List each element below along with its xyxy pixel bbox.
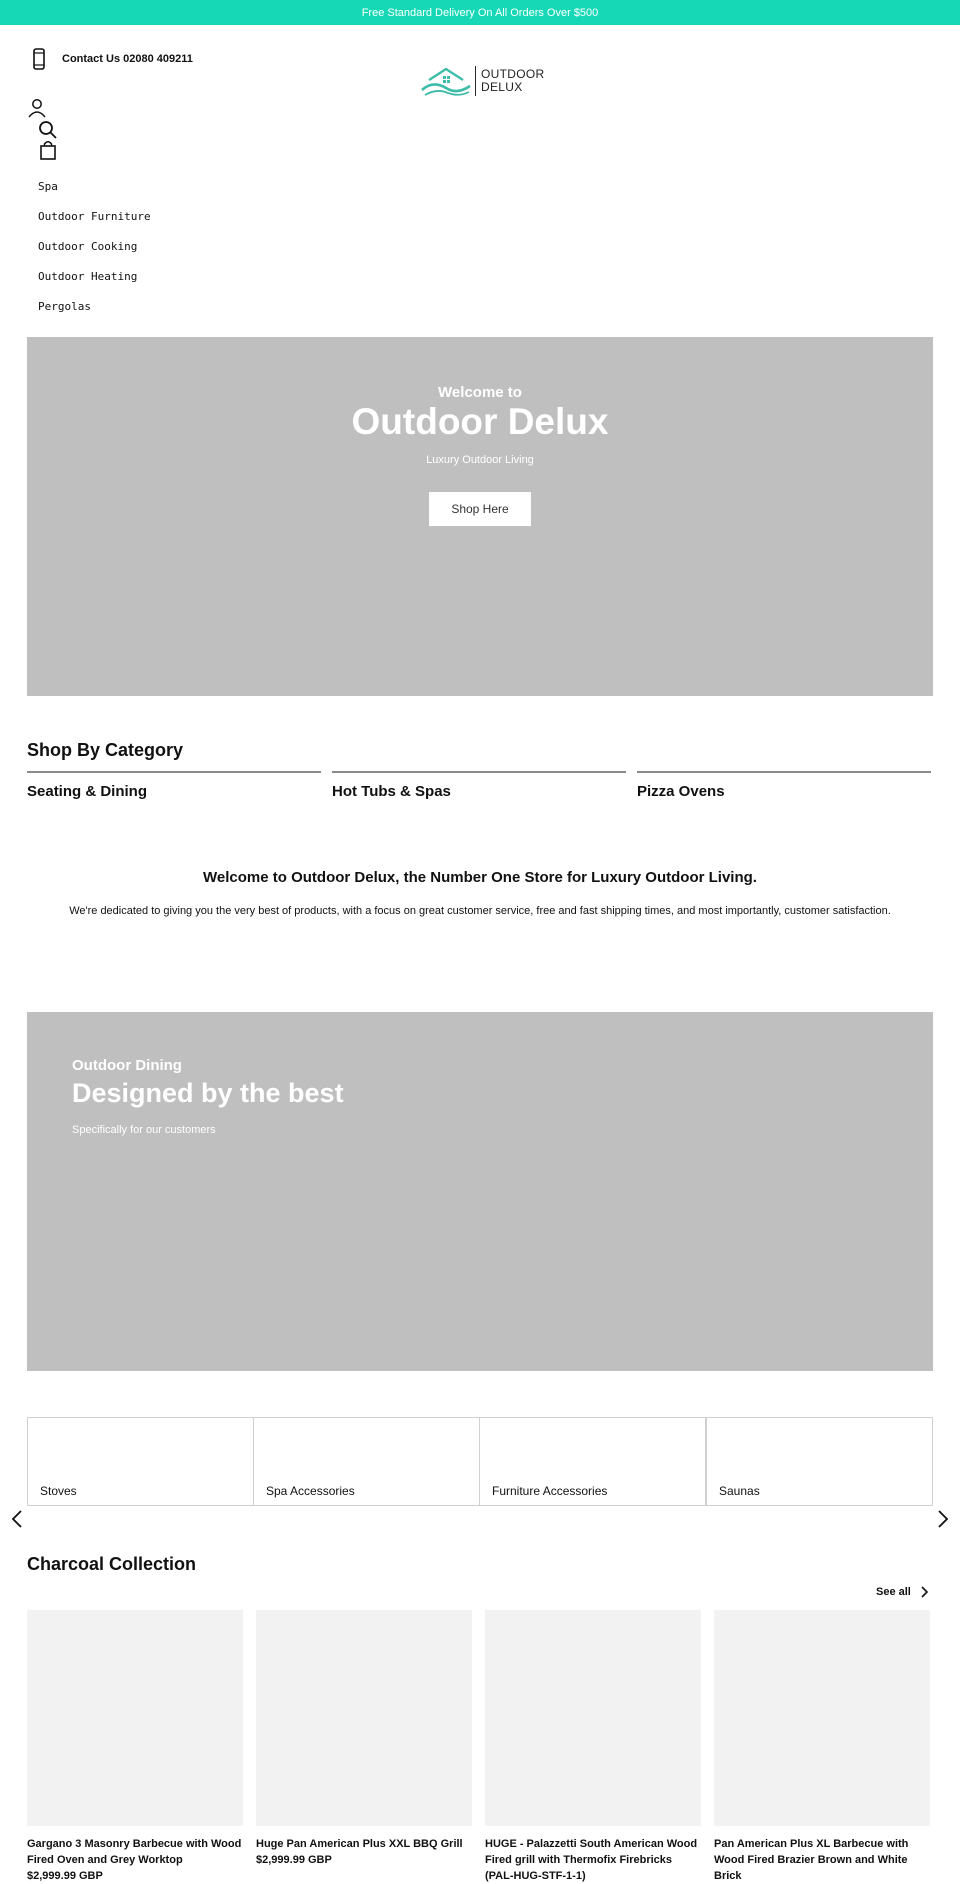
welcome-body: We're dedicated to giving you the very best of products, with a focus on great customer service, free and fast shipping times, and most importantly, customer satisfaction. [69,905,891,917]
banner-subtitle: Specifically for our customers [72,1124,216,1136]
category-seating-dining[interactable]: Seating & Dining [27,771,321,800]
hero-pretitle: Welcome to [438,384,522,401]
product-image[interactable] [256,1610,472,1826]
nav-item-pergolas[interactable]: Pergolas [38,300,91,313]
nav-item-outdoor-furniture[interactable]: Outdoor Furniture [38,210,151,223]
cart-icon[interactable] [38,140,58,160]
hero-banner [27,337,933,696]
collection-tile-furniture-accessories[interactable] [479,1417,706,1506]
product-title[interactable]: Gargano 3 Masonry Barbecue with Wood Fired Oven and Grey Worktop [27,1838,242,1866]
product-title[interactable]: HUGE - Palazzetti South American Wood Fired grill with Thermofix Firebricks (PAL-HUG-STF-1-1) [485,1838,698,1882]
collection-label: Spa Accessories [266,1484,355,1498]
product-card[interactable] [256,1610,472,1868]
collection-label: Stoves [40,1484,77,1498]
announcement-bar [0,0,960,25]
chevron-left-icon[interactable] [9,1509,25,1529]
site-logo[interactable] [419,64,544,98]
product-card[interactable] [27,1610,243,1884]
see-all-link[interactable] [876,1586,929,1598]
nav-item-outdoor-heating[interactable]: Outdoor Heating [38,270,138,283]
product-image[interactable] [27,1610,243,1826]
nav-item-outdoor-cooking[interactable]: Outdoor Cooking [38,240,138,253]
account-icon[interactable] [27,98,47,118]
contact-label: Contact Us 02080 409211 [62,53,193,65]
welcome-heading: Welcome to Outdoor Delux, the Number One Store for Luxury Outdoor Living. [203,869,757,886]
collection-tile-spa-accessories[interactable] [253,1417,480,1506]
product-card[interactable] [485,1610,701,1884]
category-hot-tubs-spas[interactable]: Hot Tubs & Spas [332,771,626,800]
product-image[interactable] [714,1610,930,1826]
nav-item-spa[interactable]: Spa [38,180,58,193]
shop-by-category-title: Shop By Category [27,740,184,760]
house-wave-logo-icon [419,64,473,98]
product-card[interactable] [714,1610,930,1884]
hero-title: Outdoor Delux [351,401,609,442]
announcement-text: Free Standard Delivery On All Orders Over $500 [361,6,599,19]
product-price: $2,999.99 GBP [256,1854,332,1866]
banner-kicker: Outdoor Dining [72,1057,182,1074]
shop-here-button[interactable]: Shop Here [429,492,531,526]
search-icon[interactable] [38,120,58,140]
charcoal-collection-title: Charcoal Collection [27,1554,197,1574]
chevron-right-icon [919,1586,929,1598]
collection-tile-saunas[interactable] [706,1417,933,1506]
banner-heading: Designed by the best [72,1078,344,1108]
product-image[interactable] [485,1610,701,1826]
product-title[interactable]: Pan American Plus XL Barbecue with Wood Fired Brazier Brown and White Brick [714,1838,909,1882]
category-pizza-ovens[interactable]: Pizza Ovens [637,771,931,800]
contact-link[interactable] [28,48,193,70]
logo-line-2: DELUX [481,80,523,94]
collection-tile-stoves[interactable] [27,1417,254,1506]
collection-label: Saunas [719,1484,760,1498]
hero-subtitle: Luxury Outdoor Living [426,454,534,466]
chevron-right-icon[interactable] [935,1509,951,1529]
outdoor-dining-banner[interactable] [27,1012,933,1371]
main-nav [38,180,151,330]
logo-line-1: OUTDOOR [481,67,545,81]
product-price: $2,999.99 GBP [27,1870,103,1882]
logo-divider [475,66,476,96]
logo-wordmark [481,68,544,94]
collection-label: Furniture Accessories [492,1484,608,1498]
phone-icon [28,48,50,70]
see-all-label: See all [876,1586,911,1598]
product-title[interactable]: Huge Pan American Plus XXL BBQ Grill [256,1838,463,1850]
